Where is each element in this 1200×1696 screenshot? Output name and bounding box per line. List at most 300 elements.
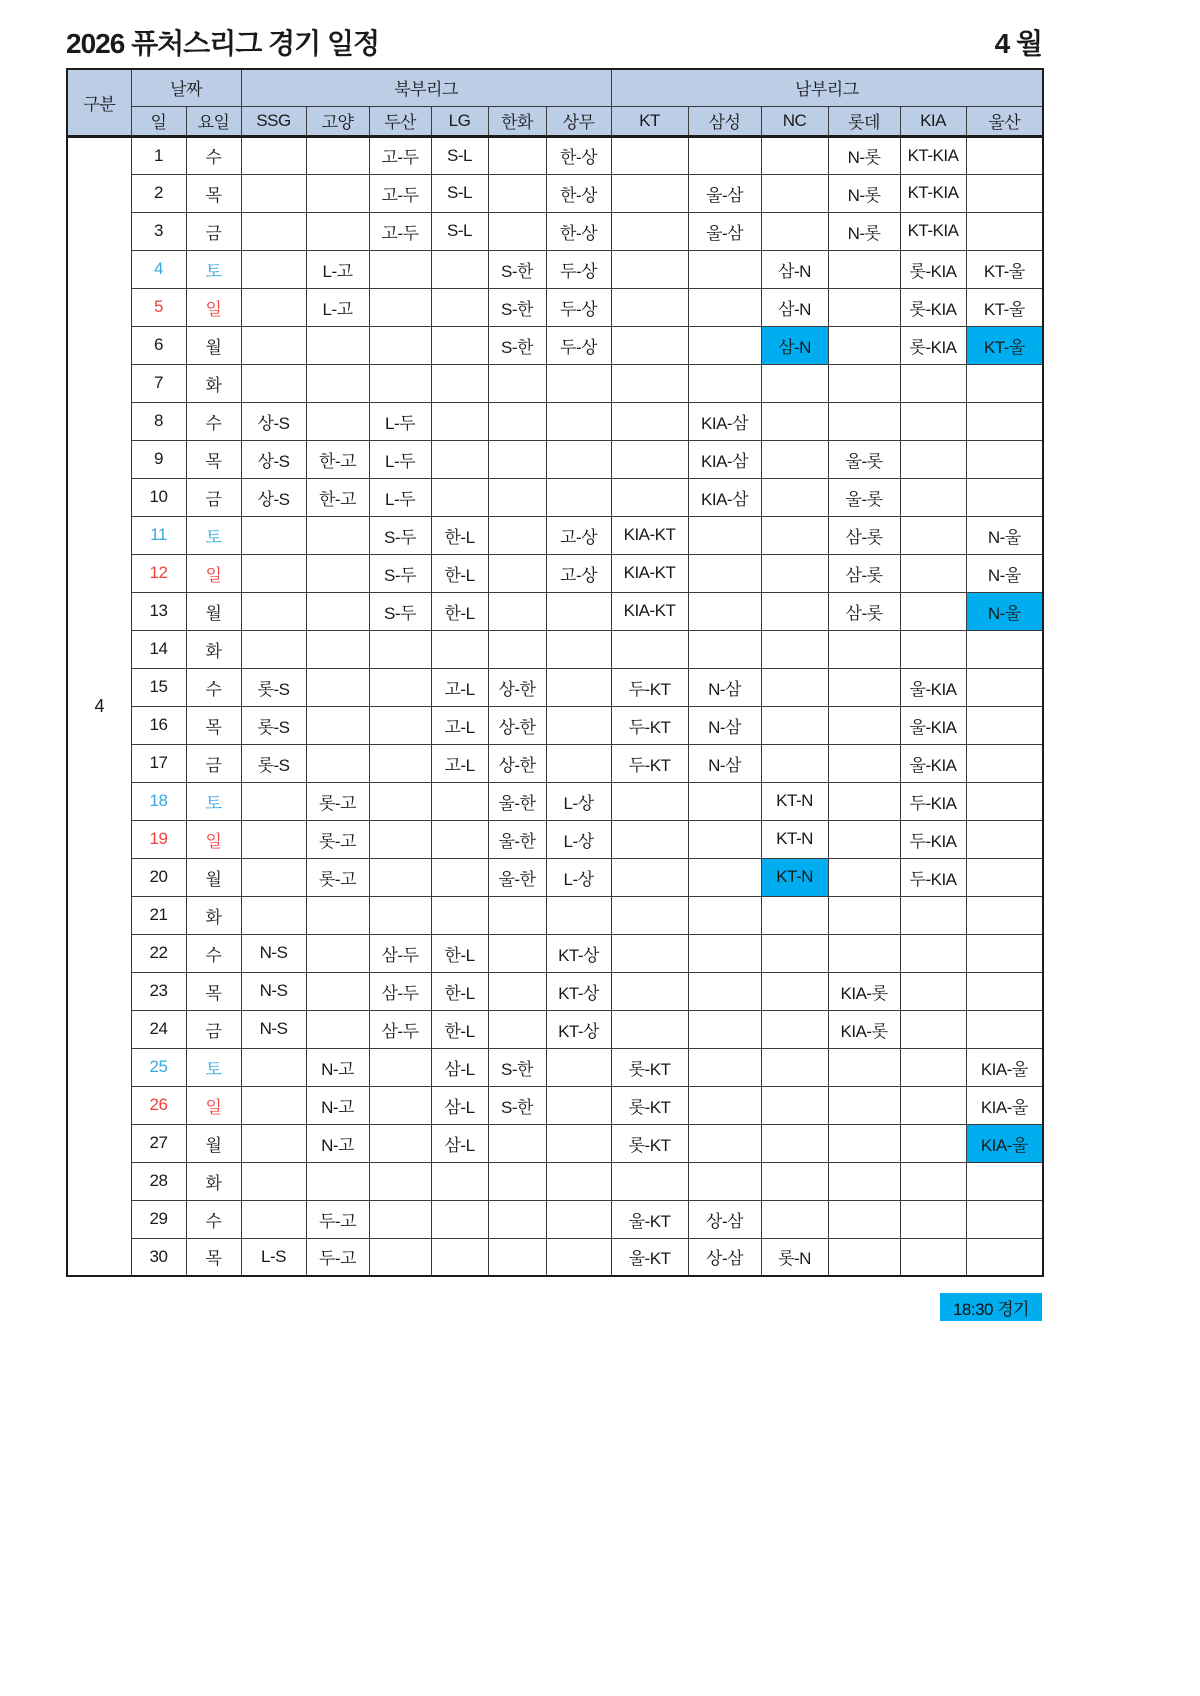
game-cell-SSG-day12: [241, 554, 306, 592]
game-cell-울산-day14: [966, 630, 1043, 668]
game-cell-KIA-day23: [900, 972, 966, 1010]
game-cell-KIA-day18: 두-KIA: [900, 782, 966, 820]
month-group-cell: 4: [67, 136, 131, 1276]
game-cell-KT-day21: [611, 896, 688, 934]
game-cell-상무-day9: [546, 440, 611, 478]
game-cell-두산-day16: [369, 706, 431, 744]
game-cell-KIA-day8: [900, 402, 966, 440]
game-cell-한화-day15: 상-한: [488, 668, 546, 706]
game-cell-LG-day17: 고-L: [431, 744, 488, 782]
game-cell-LG-day23: 한-L: [431, 972, 488, 1010]
game-cell-울산-day5: KT-울: [966, 288, 1043, 326]
weekday-cell: 월: [186, 858, 241, 896]
game-cell-상무-day30: [546, 1238, 611, 1276]
game-cell-두산-day26: [369, 1086, 431, 1124]
game-cell-KIA-day1: KT-KIA: [900, 136, 966, 174]
weekday-cell: 토: [186, 782, 241, 820]
game-cell-고양-day12: [306, 554, 369, 592]
game-cell-상무-day3: 한-상: [546, 212, 611, 250]
game-cell-고양-day19: 롯-고: [306, 820, 369, 858]
game-cell-LG-day5: [431, 288, 488, 326]
day-number-cell: 21: [131, 896, 186, 934]
game-cell-KT-day15: 두-KT: [611, 668, 688, 706]
weekday-cell: 목: [186, 440, 241, 478]
game-cell-두산-day30: [369, 1238, 431, 1276]
game-cell-울산-day2: [966, 174, 1043, 212]
game-cell-KIA-day22: [900, 934, 966, 972]
game-cell-KT-day20: [611, 858, 688, 896]
game-cell-NC-day22: [761, 934, 828, 972]
header-team-LG: LG: [431, 106, 488, 136]
game-cell-울산-day3: [966, 212, 1043, 250]
game-cell-고양-day5: L-고: [306, 288, 369, 326]
game-cell-울산-day30: [966, 1238, 1043, 1276]
game-cell-LG-day12: 한-L: [431, 554, 488, 592]
game-cell-고양-day28: [306, 1162, 369, 1200]
game-cell-KT-day16: 두-KT: [611, 706, 688, 744]
game-cell-LG-day6: [431, 326, 488, 364]
game-cell-울산-day27: KIA-울: [966, 1124, 1043, 1162]
game-cell-롯데-day4: [828, 250, 900, 288]
game-cell-상무-day25: [546, 1048, 611, 1086]
game-cell-삼성-day10: KIA-삼: [688, 478, 761, 516]
game-cell-고양-day18: 롯-고: [306, 782, 369, 820]
header-team-고양: 고양: [306, 106, 369, 136]
game-cell-LG-day8: [431, 402, 488, 440]
schedule-row-28: [67, 1162, 1043, 1200]
day-number-cell: 29: [131, 1200, 186, 1238]
game-cell-KIA-day21: [900, 896, 966, 934]
header-team-롯데: 롯데: [828, 106, 900, 136]
game-cell-두산-day14: [369, 630, 431, 668]
weekday-cell: 토: [186, 1048, 241, 1086]
schedule-row-19: [67, 820, 1043, 858]
weekday-cell: 화: [186, 630, 241, 668]
game-cell-SSG-day25: [241, 1048, 306, 1086]
game-cell-KIA-day3: KT-KIA: [900, 212, 966, 250]
game-cell-NC-day29: [761, 1200, 828, 1238]
game-cell-한화-day9: [488, 440, 546, 478]
schedule-row-16: [67, 706, 1043, 744]
game-cell-SSG-day11: [241, 516, 306, 554]
weekday-cell: 금: [186, 1010, 241, 1048]
game-cell-SSG-day7: [241, 364, 306, 402]
schedule-row-24: [67, 1010, 1043, 1048]
day-number-cell: 5: [131, 288, 186, 326]
game-cell-삼성-day17: N-삼: [688, 744, 761, 782]
game-cell-LG-day30: [431, 1238, 488, 1276]
game-cell-롯데-day29: [828, 1200, 900, 1238]
game-cell-두산-day29: [369, 1200, 431, 1238]
game-cell-고양-day15: [306, 668, 369, 706]
game-cell-삼성-day24: [688, 1010, 761, 1048]
game-cell-롯데-day26: [828, 1086, 900, 1124]
game-cell-삼성-day11: [688, 516, 761, 554]
month-label: 4 월: [994, 28, 1042, 59]
game-cell-울산-day8: [966, 402, 1043, 440]
game-cell-상무-day19: L-상: [546, 820, 611, 858]
game-cell-고양-day8: [306, 402, 369, 440]
game-cell-한화-day6: S-한: [488, 326, 546, 364]
game-cell-KIA-day12: [900, 554, 966, 592]
header-team-두산: 두산: [369, 106, 431, 136]
game-cell-KT-day13: KIA-KT: [611, 592, 688, 630]
schedule-row-11: [67, 516, 1043, 554]
game-cell-두산-day28: [369, 1162, 431, 1200]
game-cell-SSG-day29: [241, 1200, 306, 1238]
game-cell-고양-day30: 두-고: [306, 1238, 369, 1276]
game-cell-SSG-day28: [241, 1162, 306, 1200]
game-cell-KT-day17: 두-KT: [611, 744, 688, 782]
game-cell-KT-day11: KIA-KT: [611, 516, 688, 554]
game-cell-KT-day2: [611, 174, 688, 212]
schedule-row-5: [67, 288, 1043, 326]
game-cell-상무-day29: [546, 1200, 611, 1238]
game-cell-KT-day27: 롯-KT: [611, 1124, 688, 1162]
game-cell-KT-day8: [611, 402, 688, 440]
game-cell-두산-day7: [369, 364, 431, 402]
game-cell-SSG-day14: [241, 630, 306, 668]
game-cell-LG-day29: [431, 1200, 488, 1238]
game-cell-LG-day3: S-L: [431, 212, 488, 250]
header-team-KT: KT: [611, 106, 688, 136]
game-cell-상무-day5: 두-상: [546, 288, 611, 326]
game-cell-울산-day10: [966, 478, 1043, 516]
game-cell-한화-day25: S-한: [488, 1048, 546, 1086]
game-cell-한화-day20: 울-한: [488, 858, 546, 896]
header-day: 일: [131, 106, 186, 136]
game-cell-두산-day20: [369, 858, 431, 896]
game-cell-상무-day11: 고-상: [546, 516, 611, 554]
header-team-울산: 울산: [966, 106, 1043, 136]
weekday-cell: 월: [186, 326, 241, 364]
game-cell-LG-day19: [431, 820, 488, 858]
game-cell-SSG-day27: [241, 1124, 306, 1162]
game-cell-SSG-day24: N-S: [241, 1010, 306, 1048]
game-cell-두산-day1: 고-두: [369, 136, 431, 174]
game-cell-KIA-day15: 울-KIA: [900, 668, 966, 706]
game-cell-고양-day11: [306, 516, 369, 554]
schedule-table: [66, 68, 1044, 1277]
game-cell-한화-day27: [488, 1124, 546, 1162]
game-cell-울산-day7: [966, 364, 1043, 402]
schedule-row-27: [67, 1124, 1043, 1162]
game-cell-한화-day13: [488, 592, 546, 630]
game-cell-한화-day4: S-한: [488, 250, 546, 288]
game-cell-한화-day12: [488, 554, 546, 592]
weekday-cell: 화: [186, 364, 241, 402]
game-cell-SSG-day23: N-S: [241, 972, 306, 1010]
game-cell-NC-day20: KT-N: [761, 858, 828, 896]
day-number-cell: 3: [131, 212, 186, 250]
game-cell-상무-day22: KT-상: [546, 934, 611, 972]
header-team-KIA: KIA: [900, 106, 966, 136]
game-cell-KIA-day13: [900, 592, 966, 630]
game-cell-LG-day26: 삼-L: [431, 1086, 488, 1124]
game-cell-상무-day8: [546, 402, 611, 440]
game-cell-상무-day23: KT-상: [546, 972, 611, 1010]
game-cell-한화-day7: [488, 364, 546, 402]
game-cell-상무-day17: [546, 744, 611, 782]
game-cell-두산-day15: [369, 668, 431, 706]
game-cell-NC-day17: [761, 744, 828, 782]
game-cell-고양-day16: [306, 706, 369, 744]
game-cell-KIA-day2: KT-KIA: [900, 174, 966, 212]
game-cell-KIA-day27: [900, 1124, 966, 1162]
game-cell-고양-day24: [306, 1010, 369, 1048]
game-cell-상무-day14: [546, 630, 611, 668]
game-cell-NC-day5: 삼-N: [761, 288, 828, 326]
game-cell-LG-day7: [431, 364, 488, 402]
game-cell-울산-day13: N-울: [966, 592, 1043, 630]
game-cell-롯데-day7: [828, 364, 900, 402]
game-cell-SSG-day9: 상-S: [241, 440, 306, 478]
schedule-row-18: [67, 782, 1043, 820]
game-cell-한화-day18: 울-한: [488, 782, 546, 820]
game-cell-LG-day18: [431, 782, 488, 820]
weekday-cell: 화: [186, 1162, 241, 1200]
game-cell-LG-day14: [431, 630, 488, 668]
header-team-SSG: SSG: [241, 106, 306, 136]
day-number-cell: 20: [131, 858, 186, 896]
schedule-row-8: [67, 402, 1043, 440]
schedule-row-7: [67, 364, 1043, 402]
game-cell-울산-day17: [966, 744, 1043, 782]
game-cell-롯데-day16: [828, 706, 900, 744]
game-cell-롯데-day14: [828, 630, 900, 668]
game-cell-KT-day10: [611, 478, 688, 516]
weekday-cell: 일: [186, 1086, 241, 1124]
game-cell-한화-day19: 울-한: [488, 820, 546, 858]
game-cell-KT-day4: [611, 250, 688, 288]
game-cell-한화-day8: [488, 402, 546, 440]
game-cell-SSG-day21: [241, 896, 306, 934]
game-cell-상무-day16: [546, 706, 611, 744]
game-cell-삼성-day1: [688, 136, 761, 174]
game-cell-한화-day14: [488, 630, 546, 668]
game-cell-롯데-day8: [828, 402, 900, 440]
game-cell-LG-day28: [431, 1162, 488, 1200]
game-cell-LG-day21: [431, 896, 488, 934]
game-cell-두산-day18: [369, 782, 431, 820]
game-cell-고양-day25: N-고: [306, 1048, 369, 1086]
day-number-cell: 7: [131, 364, 186, 402]
weekday-cell: 금: [186, 744, 241, 782]
game-cell-고양-day7: [306, 364, 369, 402]
game-cell-LG-day15: 고-L: [431, 668, 488, 706]
game-cell-울산-day1: [966, 136, 1043, 174]
game-cell-롯데-day13: 삼-롯: [828, 592, 900, 630]
game-cell-삼성-day13: [688, 592, 761, 630]
game-cell-NC-day14: [761, 630, 828, 668]
game-cell-LG-day16: 고-L: [431, 706, 488, 744]
game-cell-한화-day10: [488, 478, 546, 516]
day-number-cell: 19: [131, 820, 186, 858]
game-cell-롯데-day19: [828, 820, 900, 858]
game-cell-삼성-day27: [688, 1124, 761, 1162]
day-number-cell: 11: [131, 516, 186, 554]
game-cell-KIA-day7: [900, 364, 966, 402]
game-cell-NC-day18: KT-N: [761, 782, 828, 820]
game-cell-LG-day22: 한-L: [431, 934, 488, 972]
game-cell-삼성-day15: N-삼: [688, 668, 761, 706]
day-number-cell: 10: [131, 478, 186, 516]
schedule-row-21: [67, 896, 1043, 934]
game-cell-고양-day23: [306, 972, 369, 1010]
game-cell-상무-day7: [546, 364, 611, 402]
game-cell-두산-day11: S-두: [369, 516, 431, 554]
weekday-cell: 일: [186, 288, 241, 326]
weekday-cell: 목: [186, 706, 241, 744]
game-cell-고양-day10: 한-고: [306, 478, 369, 516]
day-number-cell: 17: [131, 744, 186, 782]
game-cell-NC-day19: KT-N: [761, 820, 828, 858]
schedule-row-26: [67, 1086, 1043, 1124]
game-cell-삼성-day21: [688, 896, 761, 934]
game-cell-KIA-day6: 롯-KIA: [900, 326, 966, 364]
game-cell-NC-day23: [761, 972, 828, 1010]
game-cell-LG-day11: 한-L: [431, 516, 488, 554]
game-cell-KIA-day14: [900, 630, 966, 668]
game-cell-롯데-day15: [828, 668, 900, 706]
game-cell-삼성-day26: [688, 1086, 761, 1124]
schedule-row-12: [67, 554, 1043, 592]
game-cell-두산-day4: [369, 250, 431, 288]
game-cell-롯데-day11: 삼-롯: [828, 516, 900, 554]
day-number-cell: 4: [131, 250, 186, 288]
game-cell-상무-day18: L-상: [546, 782, 611, 820]
game-cell-삼성-day12: [688, 554, 761, 592]
title-bar: [66, 22, 1042, 62]
game-cell-SSG-day16: 롯-S: [241, 706, 306, 744]
header-team-상무: 상무: [546, 106, 611, 136]
game-cell-KIA-day10: [900, 478, 966, 516]
game-cell-상무-day6: 두-상: [546, 326, 611, 364]
game-cell-KT-day19: [611, 820, 688, 858]
weekday-cell: 화: [186, 896, 241, 934]
weekday-cell: 월: [186, 1124, 241, 1162]
game-cell-롯데-day10: 울-롯: [828, 478, 900, 516]
game-cell-롯데-day25: [828, 1048, 900, 1086]
game-cell-삼성-day3: 울-삼: [688, 212, 761, 250]
game-cell-KIA-day30: [900, 1238, 966, 1276]
game-cell-고양-day13: [306, 592, 369, 630]
game-cell-KIA-day26: [900, 1086, 966, 1124]
weekday-cell: 금: [186, 212, 241, 250]
game-cell-SSG-day13: [241, 592, 306, 630]
game-cell-삼성-day5: [688, 288, 761, 326]
game-cell-상무-day21: [546, 896, 611, 934]
game-cell-SSG-day1: [241, 136, 306, 174]
game-cell-LG-day4: [431, 250, 488, 288]
game-cell-롯데-day12: 삼-롯: [828, 554, 900, 592]
game-cell-두산-day24: 삼-두: [369, 1010, 431, 1048]
game-cell-SSG-day2: [241, 174, 306, 212]
day-number-cell: 16: [131, 706, 186, 744]
game-cell-LG-day1: S-L: [431, 136, 488, 174]
game-cell-상무-day12: 고-상: [546, 554, 611, 592]
game-cell-NC-day1: [761, 136, 828, 174]
game-cell-KIA-day16: 울-KIA: [900, 706, 966, 744]
legend-1830-badge: 18:30 경기: [940, 1293, 1042, 1321]
game-cell-LG-day9: [431, 440, 488, 478]
game-cell-고양-day6: [306, 326, 369, 364]
game-cell-KT-day18: [611, 782, 688, 820]
game-cell-한화-day2: [488, 174, 546, 212]
game-cell-SSG-day26: [241, 1086, 306, 1124]
day-number-cell: 23: [131, 972, 186, 1010]
game-cell-KIA-day28: [900, 1162, 966, 1200]
game-cell-삼성-day2: 울-삼: [688, 174, 761, 212]
game-cell-상무-day1: 한-상: [546, 136, 611, 174]
game-cell-롯데-day6: [828, 326, 900, 364]
game-cell-두산-day27: [369, 1124, 431, 1162]
game-cell-한화-day11: [488, 516, 546, 554]
game-cell-고양-day29: 두-고: [306, 1200, 369, 1238]
header-north-league: 북부리그: [241, 69, 611, 106]
game-cell-상무-day2: 한-상: [546, 174, 611, 212]
game-cell-삼성-day25: [688, 1048, 761, 1086]
schedule-row-4: [67, 250, 1043, 288]
game-cell-고양-day1: [306, 136, 369, 174]
game-cell-LG-day10: [431, 478, 488, 516]
schedule-row-6: [67, 326, 1043, 364]
game-cell-삼성-day7: [688, 364, 761, 402]
game-cell-고양-day26: N-고: [306, 1086, 369, 1124]
game-cell-두산-day19: [369, 820, 431, 858]
game-cell-NC-day7: [761, 364, 828, 402]
game-cell-KT-day26: 롯-KT: [611, 1086, 688, 1124]
game-cell-두산-day21: [369, 896, 431, 934]
game-cell-KT-day30: 울-KT: [611, 1238, 688, 1276]
game-cell-KT-day22: [611, 934, 688, 972]
game-cell-SSG-day30: L-S: [241, 1238, 306, 1276]
game-cell-KT-day29: 울-KT: [611, 1200, 688, 1238]
game-cell-울산-day24: [966, 1010, 1043, 1048]
day-number-cell: 6: [131, 326, 186, 364]
game-cell-두산-day17: [369, 744, 431, 782]
game-cell-NC-day13: [761, 592, 828, 630]
game-cell-삼성-day19: [688, 820, 761, 858]
game-cell-KIA-day24: [900, 1010, 966, 1048]
game-cell-두산-day22: 삼-두: [369, 934, 431, 972]
game-cell-울산-day6: KT-울: [966, 326, 1043, 364]
game-cell-두산-day13: S-두: [369, 592, 431, 630]
schedule-row-30: [67, 1238, 1043, 1276]
game-cell-상무-day20: L-상: [546, 858, 611, 896]
schedule-row-23: [67, 972, 1043, 1010]
header-south-league: 남부리그: [611, 69, 1043, 106]
weekday-cell: 토: [186, 516, 241, 554]
game-cell-KIA-day5: 롯-KIA: [900, 288, 966, 326]
game-cell-두산-day3: 고-두: [369, 212, 431, 250]
game-cell-삼성-day18: [688, 782, 761, 820]
header-weekday: 요일: [186, 106, 241, 136]
game-cell-SSG-day5: [241, 288, 306, 326]
game-cell-롯데-day27: [828, 1124, 900, 1162]
game-cell-상무-day10: [546, 478, 611, 516]
game-cell-SSG-day20: [241, 858, 306, 896]
game-cell-삼성-day14: [688, 630, 761, 668]
schedule-row-1: [67, 136, 1043, 174]
game-cell-NC-day15: [761, 668, 828, 706]
game-cell-KIA-day17: 울-KIA: [900, 744, 966, 782]
game-cell-상무-day27: [546, 1124, 611, 1162]
game-cell-NC-day4: 삼-N: [761, 250, 828, 288]
game-cell-NC-day10: [761, 478, 828, 516]
game-cell-두산-day5: [369, 288, 431, 326]
game-cell-KIA-day9: [900, 440, 966, 478]
